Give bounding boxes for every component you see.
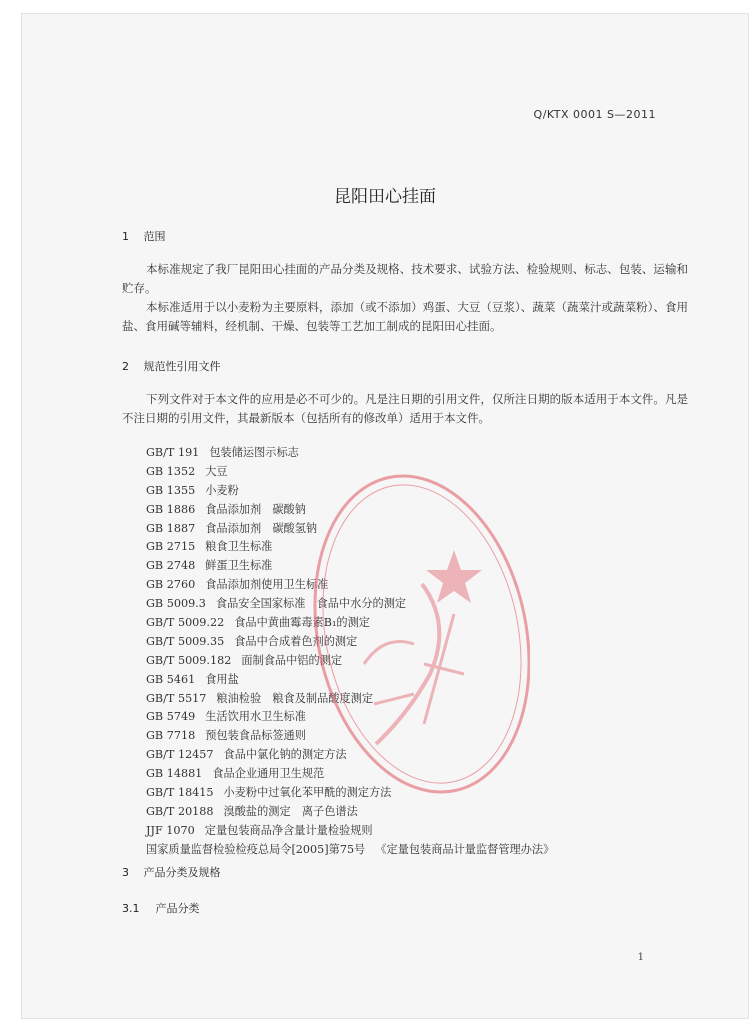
reference-item — [146, 652, 554, 671]
reference-title: 食品中黄曲霉毒素B₁的测定 — [234, 616, 370, 630]
reference-code: JJF 1070 — [146, 823, 195, 837]
reference-code: GB 5461 — [146, 672, 196, 686]
reference-title: 食品企业通用卫生规范 — [212, 767, 325, 781]
reference-code: GB 1887 — [146, 521, 196, 535]
document-code: Q/KTX 0001 S—2011 — [533, 108, 656, 121]
page-number: 1 — [637, 952, 644, 963]
reference-title: 食品安全国家标准 食品中水分的测定 — [215, 597, 407, 611]
reference-title: 定量包装商品净含量计量检验规则 — [204, 823, 373, 837]
reference-item — [146, 841, 554, 860]
reference-code: GB 5009.3 — [146, 597, 206, 611]
reference-item — [146, 444, 554, 463]
reference-code: GB/T 5009.182 — [146, 653, 232, 667]
reference-list — [146, 444, 554, 860]
section-3-1-heading — [122, 900, 200, 916]
reference-item — [146, 746, 554, 765]
section-2-intro — [122, 390, 688, 428]
section-2-heading — [122, 358, 221, 374]
reference-title: 粮油检验 粮食及制品酸度测定 — [216, 691, 374, 705]
reference-item — [146, 501, 554, 520]
section-number: 1 — [122, 230, 129, 243]
section-number: 3.1 — [122, 902, 140, 915]
reference-item — [146, 708, 554, 727]
section-number: 2 — [122, 360, 129, 373]
reference-item — [146, 614, 554, 633]
reference-code: GB/T 18415 — [146, 786, 214, 800]
reference-item — [146, 671, 554, 690]
reference-item — [146, 576, 554, 595]
reference-code: GB/T 5009.22 — [146, 616, 225, 630]
document-page — [22, 14, 748, 1018]
reference-item — [146, 538, 554, 557]
reference-title: 溴酸盐的测定 离子色谱法 — [223, 804, 358, 818]
reference-item — [146, 784, 554, 803]
section-1-heading — [122, 228, 166, 244]
reference-code: GB/T 5009.35 — [146, 634, 225, 648]
reference-title: 小麦粉 — [205, 483, 239, 497]
reference-code: GB 2748 — [146, 559, 196, 573]
reference-item — [146, 765, 554, 784]
reference-title: 食品中氯化钠的测定方法 — [223, 748, 347, 762]
reference-title: 《定量包装商品计量监督管理办法》 — [375, 842, 555, 856]
reference-code: GB 1355 — [146, 483, 196, 497]
reference-item — [146, 463, 554, 482]
section-title: 范围 — [143, 230, 166, 243]
reference-item — [146, 595, 554, 614]
paragraph: 本标准规定了我厂昆阳田心挂面的产品分类及规格、技术要求、试验方法、检验规则、标志、包装、运输和贮存。 — [122, 262, 688, 295]
reference-item — [146, 803, 554, 822]
section-number: 3 — [122, 866, 129, 879]
reference-title: 食用盐 — [205, 672, 239, 686]
reference-code: GB 1886 — [146, 502, 196, 516]
reference-code: GB/T 191 — [146, 446, 200, 459]
reference-title: 食品添加剂 碳酸氢钠 — [205, 521, 318, 535]
reference-code: GB 14881 — [146, 767, 203, 781]
reference-title: 生活饮用水卫生标准 — [205, 710, 306, 724]
reference-title: 食品中合成着色剂的测定 — [234, 634, 358, 648]
reference-title: 预包装食品标签通则 — [205, 729, 306, 743]
reference-code: GB 5749 — [146, 710, 196, 724]
section-3-heading — [122, 864, 221, 880]
reference-code: GB/T 20188 — [146, 804, 214, 818]
reference-item — [146, 520, 554, 539]
reference-title: 大豆 — [205, 464, 228, 478]
reference-item — [146, 557, 554, 576]
reference-item — [146, 482, 554, 501]
section-title: 产品分类及规格 — [143, 866, 221, 879]
reference-item — [146, 727, 554, 746]
paragraph: 下列文件对于本文件的应用是必不可少的。凡是注日期的引用文件，仅所注日期的版本适用于本文件。凡是不注日期的引用文件，其最新版本（包括所有的修改单）适用于本文件。 — [122, 392, 688, 425]
reference-code: GB 7718 — [146, 729, 196, 743]
reference-title: 食品添加剂 碳酸钠 — [205, 502, 306, 516]
reference-item — [146, 822, 554, 841]
paragraph: 本标准适用于以小麦粉为主要原料，添加（或不添加）鸡蛋、大豆（豆浆）、蔬菜（蔬菜汁或蔬菜粉）、食用盐、食用碱等辅料，经机制、干燥、包装等工艺加工制成的昆阳田心挂面。 — [122, 300, 688, 333]
section-1-body — [122, 260, 688, 336]
reference-code: GB 2715 — [146, 540, 196, 554]
reference-title: 鲜蛋卫生标准 — [205, 559, 273, 573]
reference-code: GB/T 12457 — [146, 748, 214, 762]
reference-item — [146, 690, 554, 709]
section-title: 产品分类 — [155, 902, 200, 915]
reference-code: 国家质量监督检验检疫总局令[2005]第75号 — [146, 842, 366, 856]
reference-title: 小麦粉中过氧化苯甲酰的测定方法 — [223, 786, 392, 800]
reference-title: 食品添加剂使用卫生标准 — [205, 578, 329, 592]
reference-title: 面制食品中铝的测定 — [241, 653, 343, 667]
reference-title: 粮食卫生标准 — [205, 540, 273, 554]
document-title: 昆阳田心挂面 — [334, 187, 436, 207]
reference-code: GB 1352 — [146, 464, 196, 478]
reference-code: GB/T 5517 — [146, 691, 207, 705]
section-title: 规范性引用文件 — [143, 360, 221, 373]
reference-title: 包装储运图示标志 — [209, 446, 299, 459]
reference-code: GB 2760 — [146, 578, 196, 592]
reference-item — [146, 633, 554, 652]
